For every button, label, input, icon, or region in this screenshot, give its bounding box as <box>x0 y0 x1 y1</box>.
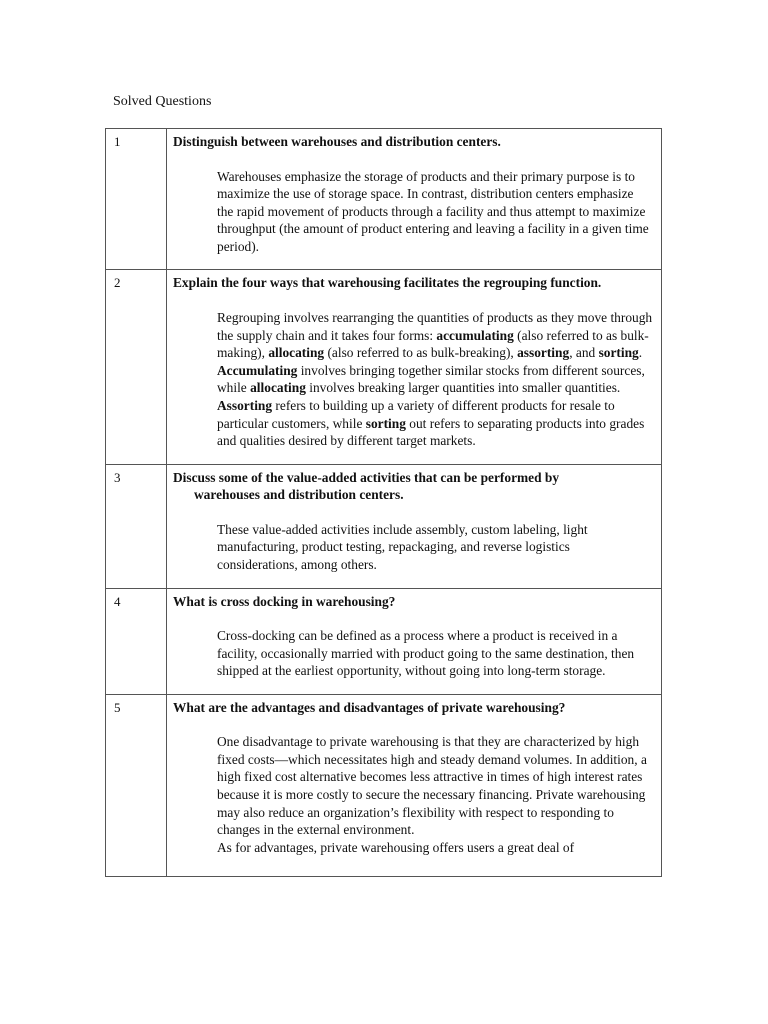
answer-term: Assorting <box>217 397 273 413</box>
answer-paragraph <box>217 168 653 256</box>
answer-text: (also referred to as bulk-breaking), <box>324 345 518 361</box>
question-number: 5 <box>106 694 167 877</box>
answer-text: Regrouping involves rearranging the quantities of products as they move through the supply chain and it takes four forms: <box>217 309 653 343</box>
answer-paragraph <box>217 309 653 362</box>
answer <box>217 733 653 876</box>
answer-text: refers to building up a variety of different products for resale to particular customers, while <box>217 397 615 431</box>
answer-text: . <box>638 345 643 361</box>
answer-term: accumulating <box>436 327 514 343</box>
question-cell <box>167 270 662 464</box>
answer-text: Warehouses emphasize the storage of products and their primary purpose is to maximize the use of storage space. In contrast, distribution centers emphasize the rapid movement of products through a facility and thus attempt to maximize throughput (the amount of product entering and leaving a facility in a given time period). <box>217 168 649 254</box>
question-number: 4 <box>106 588 167 694</box>
question-row <box>106 588 662 694</box>
question-number: 1 <box>106 129 167 270</box>
answer-term: assorting <box>517 345 570 361</box>
answer-paragraph <box>217 733 653 839</box>
answer-paragraph <box>217 362 653 450</box>
question-cell <box>167 464 662 588</box>
answer <box>217 309 653 450</box>
question-number: 2 <box>106 270 167 464</box>
question-row <box>106 129 662 270</box>
answer <box>217 521 653 574</box>
question-text: Explain the four ways that warehousing facilitates the regrouping function. <box>173 275 602 291</box>
question-line: Discuss some of the value-added activities that can be performed by <box>173 469 560 485</box>
answer-paragraph <box>217 521 653 574</box>
answer-term: Accumulating <box>217 362 298 378</box>
answer-text: involves breaking larger quantities into smaller quantities. <box>305 380 621 396</box>
answer-term: sorting <box>365 415 406 431</box>
answer <box>217 627 653 680</box>
question-row <box>106 270 662 464</box>
questions-table <box>105 128 662 877</box>
question-text <box>173 469 653 504</box>
answer-text: As for advantages, private warehousing offers users a great deal of <box>217 839 575 855</box>
document-title: Solved Questions <box>113 94 212 109</box>
answer-term: allocating <box>268 345 325 361</box>
answer-text: Cross-docking can be defined as a process where a product is received in a facility, occasionally married with product going to the same destination, then shipped at the earliest opportunity, without going into long-term storage. <box>217 628 635 679</box>
question-text: What is cross docking in warehousing? <box>173 593 396 609</box>
answer-text: involves bringing together similar stocks from different sources, while <box>217 362 645 396</box>
question-cell <box>167 129 662 270</box>
question-text: Distinguish between warehouses and distribution centers. <box>173 134 501 149</box>
question-text: What are the advantages and disadvantages of private warehousing? <box>173 699 566 715</box>
answer <box>217 168 653 256</box>
question-line-continued: warehouses and distribution centers. <box>194 487 404 503</box>
answer-text: (also referred to as bulk-making), <box>217 327 649 361</box>
question-number: 3 <box>106 464 167 588</box>
answer-text: One disadvantage to private warehousing is that they are characterized by high fixed costs—which necessitates high and steady demand volumes. In addition, a high fixed cost alternative becomes less attractive in times of high interest rates because it is more costly to secure the necessary financing. Private warehousing may also reduce an organization’s flexibility with respect to responding to changes in the external environment. <box>217 734 647 838</box>
answer-paragraph <box>217 839 653 857</box>
answer-text: out refers to separating products into grades and qualities desired by different target markets. <box>217 415 645 449</box>
question-cell <box>167 588 662 694</box>
answer-term: sorting <box>598 345 639 361</box>
answer-text: These value-added activities include assembly, custom labeling, light manufacturing, product testing, repackaging, and reverse logistics considerations, among others. <box>217 521 588 572</box>
question-row <box>106 694 662 877</box>
question-row <box>106 464 662 588</box>
answer-paragraph <box>217 627 653 680</box>
answer-text: , and <box>569 345 599 361</box>
question-cell <box>167 694 662 877</box>
answer-term: allocating <box>250 380 306 396</box>
